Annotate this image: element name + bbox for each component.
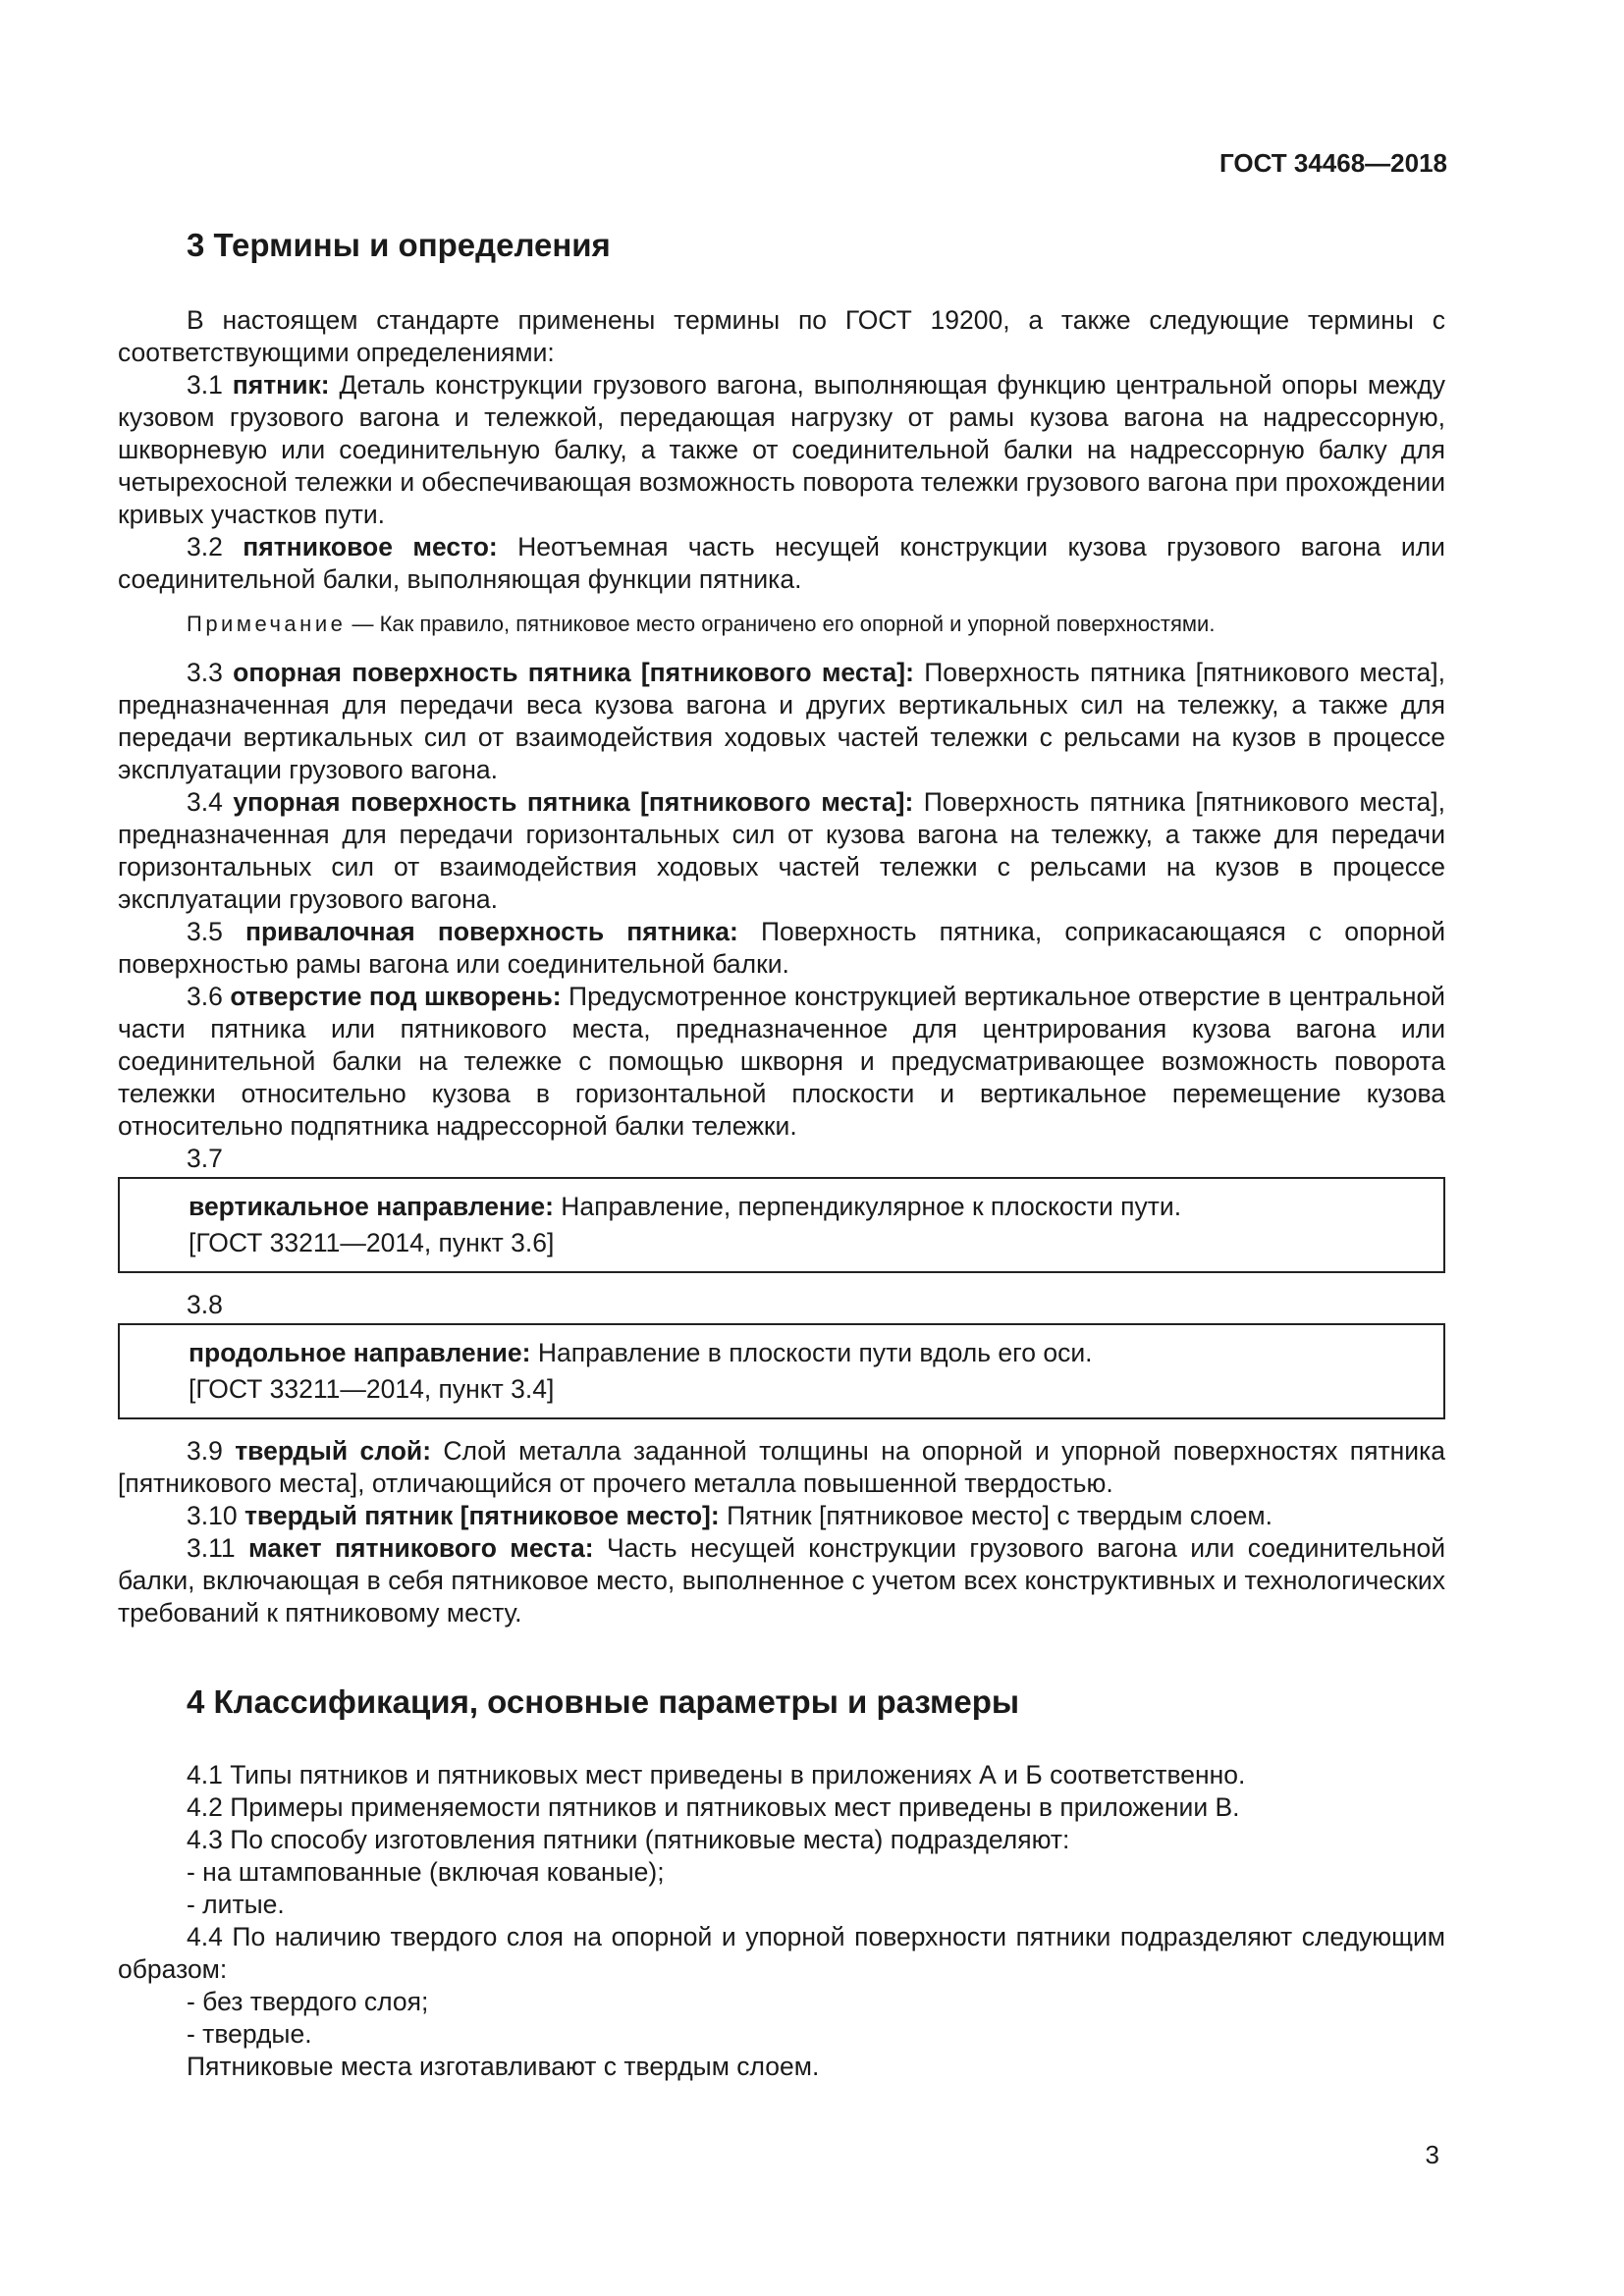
list-item: - на штампованные (включая кованые); [187, 1857, 665, 1887]
term-name: пятник: [232, 370, 330, 400]
term-number: 3.11 [187, 1533, 249, 1563]
term-name: продольное направление: [189, 1338, 531, 1367]
term-3-11 [118, 1532, 1445, 1629]
term-number: 3.1 [187, 370, 233, 400]
term-3-6 [118, 981, 1445, 1143]
term-number: 3.4 [187, 787, 234, 817]
term-definition: Предусмотренное конструкцией вертикальное отверстие в центральной части пятника или пятникового места, предназначенное для центрирования кузова вагона или соединительной балки на тележке с помощью шкворня и предусматривающее возможность поворота тележки относительно кузова в горизонтальной плоскости и вертикальное перемещение кузова относительно подпятника надрессорной балки тележки. [118, 982, 1445, 1141]
term-definition: Неотъемная часть несущей конструкции кузова грузового вагона или соединительной балки, выполняющая функции пятника. [118, 532, 1445, 594]
term-number: 3.9 [187, 1436, 236, 1466]
term-definition: Поверхность пятника, соприкасающаяся с опорной поверхностью рамы вагона или соединительной балки. [118, 917, 1446, 979]
term-name: твердый слой: [235, 1436, 432, 1466]
note-label: Примечание [187, 612, 347, 636]
document-body [118, 224, 1445, 2083]
term-3-8-reference: [ГОСТ 33211—2014, пункт 3.4] [189, 1374, 555, 1404]
term-name: упорная поверхность пятника [пятникового места]: [233, 787, 914, 817]
term-number: 3.6 [187, 982, 231, 1011]
term-3-2 [118, 531, 1445, 596]
para-4-2: 4.2 Примеры применяемости пятников и пятниковых мест приведены в приложении В. [187, 1792, 1240, 1822]
list-item: - без твердого слоя; [187, 1987, 429, 2016]
term-3-8-number: 3.8 [187, 1290, 223, 1319]
term-name: вертикальное направление: [189, 1192, 554, 1221]
term-definition: Часть несущей конструкции грузового вагона или соединительной балки, включающая в себя пятниковое место, выполненное с учетом всех конструктивных и технологических требований к пятниковому месту. [118, 1533, 1445, 1628]
term-3-5 [118, 916, 1445, 981]
term-name: привалочная поверхность пятника: [244, 917, 738, 946]
term-name: макет пятникового места: [248, 1533, 594, 1563]
list-item: - литые. [187, 1890, 285, 1919]
term-3-4 [118, 786, 1445, 916]
section-3-title: 3 Термины и определения [187, 227, 611, 263]
note-text: — Как правило, пятниковое место ограничено его опорной и упорной поверхностями. [346, 612, 1216, 636]
term-definition: Направление, перпендикулярное к плоскости пути. [553, 1192, 1182, 1221]
list-item: - твердые. [187, 2019, 312, 2049]
note-3-2 [118, 610, 1445, 639]
section-3-intro: В настоящем стандарте применены термины по ГОСТ 19200, а также следующие термины с соответствующими определениями: [118, 305, 1445, 367]
term-name: твердый пятник [пятниковое место]: [244, 1501, 720, 1530]
term-definition: Деталь конструкции грузового вагона, выполняющая функцию центральной опоры между кузовом грузового вагона и тележкой, передающая нагрузку от рамы кузова вагона на надрессорную, шкворневую или соединительную балку, а также от соединительной балки на надрессорную балку для четырехосной тележки и обеспечивающая возможность поворота тележки грузового вагона при прохождении кривых участков пути. [118, 370, 1446, 529]
para-4-4: 4.4 По наличию твердого слоя на опорной и упорной поверхности пятники подразделяют следующим образом: [118, 1922, 1445, 1984]
term-name: пятниковое место: [243, 532, 498, 561]
term-definition: Направление в плоскости пути вдоль его оси. [530, 1338, 1093, 1367]
term-3-8 [189, 1335, 1443, 1371]
term-3-3 [118, 657, 1445, 786]
term-3-9 [118, 1435, 1445, 1500]
term-3-1 [118, 369, 1445, 531]
para-final: Пятниковые места изготавливают с твердым слоем. [187, 2052, 820, 2081]
term-name: отверстие под шкворень: [230, 982, 562, 1011]
term-number: 3.10 [187, 1501, 244, 1530]
term-definition: Поверхность пятника [пятникового места], предназначенная для передачи горизонтальных сил от кузова вагона на тележку, а также для передачи горизонтальных сил от взаимодействия ходовых частей тележки с рельсами на кузов в процессе эксплуатации грузового вагона. [118, 787, 1445, 914]
term-name: опорная поверхность пятника [пятникового места]: [233, 658, 914, 687]
section-4-title: 4 Классификация, основные параметры и размеры [187, 1683, 1020, 1720]
para-4-1: 4.1 Типы пятников и пятниковых мест приведены в приложениях А и Б соответственно. [187, 1760, 1246, 1789]
page-number: 3 [1425, 2140, 1439, 2169]
term-3-7-box [118, 1177, 1445, 1273]
term-3-8-box [118, 1323, 1445, 1419]
term-definition: Поверхность пятника [пятникового места], предназначенная для передачи веса кузова вагона и других вертикальных сил на тележку, а также для передачи вертикальных сил от взаимодействия ходовых частей тележки с рельсами на кузов в процессе эксплуатации грузового вагона. [118, 658, 1445, 784]
term-3-10 [118, 1500, 1445, 1532]
document-header: ГОСТ 34468—2018 [1219, 148, 1447, 178]
term-number: 3.5 [187, 917, 245, 946]
term-definition: Пятник [пятниковое место] с твердым слоем. [719, 1501, 1272, 1530]
term-3-7-reference: [ГОСТ 33211—2014, пункт 3.6] [189, 1228, 555, 1257]
term-definition: Слой металла заданной толщины на опорной и упорной поверхностях пятника [пятникового места], отличающийся от прочего металла повышенной твердостью. [118, 1436, 1445, 1498]
term-number: 3.2 [187, 532, 244, 561]
term-number: 3.3 [187, 658, 234, 687]
term-3-7 [189, 1189, 1443, 1225]
term-3-7-number: 3.7 [187, 1144, 223, 1173]
para-4-3: 4.3 По способу изготовления пятники (пятниковые места) подразделяют: [187, 1825, 1070, 1854]
